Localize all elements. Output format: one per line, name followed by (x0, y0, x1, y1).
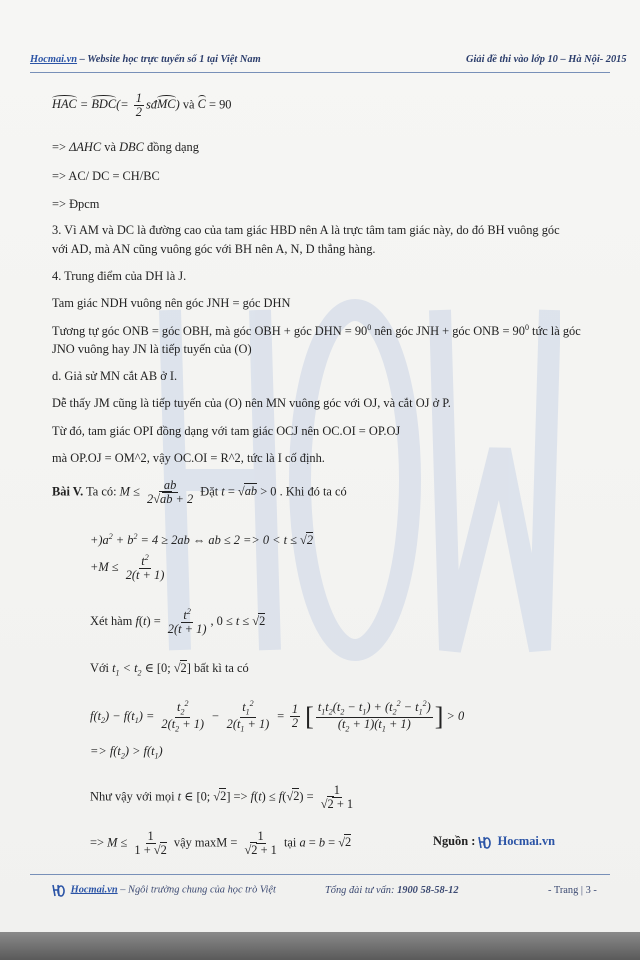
hocmai-logo-icon (52, 883, 68, 897)
bound-line: Như vậy với mọi t ∈ [0; √2] => f(t) ≤ f(√2) = $\frac{1}{√2 + 1}$ (90, 783, 354, 812)
text-c: tức là góc (528, 324, 581, 339)
page-shadow (0, 932, 640, 960)
dat-word: Đặt (200, 484, 219, 499)
vay-text: vậy maxM = (173, 835, 238, 850)
tangent-line: Dễ thấy JM cũng là tiếp tuyến của (O) nên MN vuông góc với OJ, và cắt OJ ở P. (52, 396, 451, 410)
difference-formula: $f(t_2) - f(t_1)$ = $\frac{t_2^2}{2(t_2 + 1)}$ − $\frac{t_1^2}{2(t_1 + 1)}$ = $\frac{1}{2}$ [ $\frac{t_1t_2(t_2 - t_1) + (t_2^2 - t_1^2)}{(t_2 + 1)(t_1 + 1)}$ ] > 0 (90, 699, 465, 734)
hotline-label: Tổng đài tư vấn: (325, 885, 398, 896)
fixed-point-line: mà OP.OJ = OM^2, vậy OC.OI = R^2, tức là I cố định. (52, 451, 325, 465)
header-right: Giải đề thi vào lớp 10 – Hà Nội- 2015 (466, 54, 627, 65)
source-label: Nguồn : (433, 834, 476, 848)
batki-text: bất kì ta có (193, 661, 249, 675)
text-a: Tương tự góc ONB = góc OBH, mà góc OBH + góc DHN = 90 (52, 324, 368, 339)
opi-similar-line: Từ đó, tam giác OPI đồng dạng với tam giác OCJ nên OC.OI = OP.OJ (52, 424, 401, 438)
header-left (30, 54, 261, 65)
arrow: => (52, 140, 66, 154)
hocmai-logo-icon (478, 835, 494, 849)
triangle-ndh-line: Tam giác NDH vuông nên góc JNH = góc DHN (52, 296, 291, 310)
part-d-line: d. Giả sử MN cắt AB ở I. (52, 369, 178, 383)
bai5-label: Bài V. (52, 484, 84, 499)
triangle-dbc: DBC (119, 140, 144, 154)
page-number: - Trang | 3 - (548, 885, 597, 896)
degree-sup: 0 (524, 323, 529, 332)
footer-left (52, 883, 276, 897)
similar-text: đồng dạng (146, 140, 199, 154)
footer-tagline: – Ngôi trường chung của học trò Việt (117, 884, 276, 896)
footer-rule (30, 874, 610, 875)
text-b: nên góc JNH + góc ONB = 90 (371, 324, 525, 339)
header-site-link[interactable]: Hocmai.vn (30, 54, 78, 65)
part4-line: 4. Trung điểm của DH là J. (52, 269, 187, 283)
similar-triangles (52, 140, 199, 155)
degree-sup: 0 (367, 323, 372, 332)
khido-text: . Khi đó ta có (279, 484, 347, 499)
bai5-intro: Ta có: (86, 484, 117, 499)
header-rule (30, 72, 610, 73)
source-brand[interactable]: Hocmai.vn (497, 834, 556, 848)
voi-word: Với (90, 661, 109, 675)
angle-value: = 90 (209, 97, 232, 112)
nhuvay-text: Như vậy với mọi (90, 789, 175, 804)
ratio-line: => AC/ DC = CH/BC (52, 169, 160, 183)
ineq-m: +M ≤ $\frac{t^2}{2(t + 1)}$ (90, 553, 165, 583)
ineq-ab: $+)a^2 + b^2 = 4 \ge 2ab$ ⇔ ab ≤ 2 => 0 < t ≤ √2 (90, 532, 314, 548)
header-tagline: – Website học trực tuyến số 1 tại Việt Nam (77, 54, 261, 65)
footer-hotline (325, 885, 459, 896)
increasing-conclusion: => $f(t_2) > f(t_1)$ (90, 744, 163, 761)
hotline-number: 1900 58-58-12 (397, 885, 459, 896)
interval-line: Với $t_1 < t_2$ ∈ [0; √2] bất kì ta có (90, 661, 249, 678)
triangle-ahc: ΔAHC (69, 140, 102, 154)
source-line (433, 834, 555, 849)
part3-line1: 3. Vì AM và DC là đường cao của tam giác HBD nên A là trực tâm tam giác này, do đó BH vuông góc (52, 223, 560, 237)
bai5-heading-line: Bài V. Ta có: M ≤ $\frac{ab}{2√ab + 2}$ Đặt t = √ab > 0 . Khi đó ta có (52, 478, 347, 507)
and-word: và (182, 97, 195, 112)
angle-equality: HAC = BDC(= $\frac{1}{2}$ sđMC) và C = 90 (52, 91, 232, 120)
tai-word: tại (283, 835, 297, 850)
qed-line: => Đpcm (52, 197, 100, 211)
part3-line2: với AD, mà AN cũng vuông góc với BH nên A, N, D thẳng hàng. (52, 242, 376, 256)
max-line: => M ≤ $\frac{1}{1 + √2}$ vậy maxM = $\frac{1}{√2 + 1}$ tại a = b = √2 (90, 829, 352, 858)
footer-site-link[interactable]: Hocmai.vn (70, 884, 118, 896)
and-word: và (104, 140, 116, 154)
similar-angles-line1 (52, 323, 581, 339)
similar-angles-line2: JNO vuông hay JN là tiếp tuyến của (O) (52, 342, 252, 356)
xet-word: Xét hàm (90, 613, 133, 628)
function-def: Xét hàm f(t) = $\frac{t^2}{2(t + 1)}$ , 0 ≤ t ≤ √2 (90, 607, 266, 637)
